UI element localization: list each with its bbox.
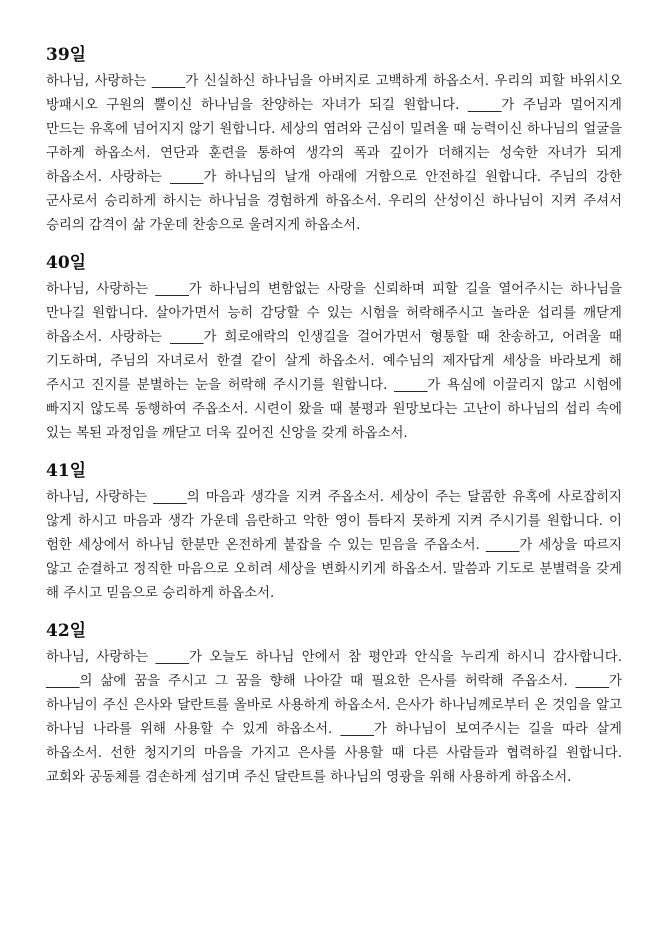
- day-heading: 40일: [46, 253, 87, 273]
- prayer-paragraph: 하나님, 사랑하는 _____가 하나님의 변함없는 사랑을 신뢰하며 피할 길을 열어주시는 하나님을 만나길 원합니다. 살아가면서 능히 감당할 수 있는 시험을 허락해주시고 놀라운 섭리를 깨닫게 하옵소서. 사랑하는 _____가 희로애락의 인생길을 걸어가면서 형통할 때 찬송하고, 어려울 때 기도하며, 주님의 자녀로서 한결 같이 살게 하옵소서. 예수님의 제자답게 세상을 바라보게 해 주시고 진지를 분별하는 눈을 허락해 주시기를 원합니다. _____가 욕심에 이끌리지 않고 시험에 빠지지 않도록 동행하여 주옵소서. 시련이 왔을 때 불평과 원망보다는 고난이 하나님의 섭리 속에 있는 복된 과정임을 깨닫고 더욱 깊어진 신앙을 갖게 하옵소서.: [46, 282, 622, 441]
- day-heading: 39일: [46, 45, 87, 65]
- day-heading: 42일: [46, 621, 87, 641]
- prayer-entry-day-41: [46, 460, 622, 606]
- prayer-entry-day-40: [46, 252, 622, 446]
- prayer-paragraph: 하나님, 사랑하는 _____가 오늘도 하나님 안에서 참 평안과 안식을 누리게 하시니 감사합니다. _____의 삶에 꿈을 주시고 그 꿈을 향해 나아갈 때 필요한 은사를 허락해 주옵소서. _____가 하나님이 주신 은사와 달란트를 올바로 사용하게 하옵소서. 은사가 하나님께로부터 온 것임을 알고 하나님 나라를 위해 사용할 수 있게 하옵소서. _____가 하나님이 보여주시는 길을 따라 살게 하옵소서. 선한 청지기의 마음을 가지고 은사를 사용할 때 다른 사람들과 협력하길 원합니다. 교회와 공동체를 겸손하게 섬기며 주신 달란트를 하나님의 영광을 위해 사용하게 하옵소서.: [46, 650, 622, 785]
- prayer-entry-day-39: [46, 44, 622, 238]
- day-heading: 41일: [46, 461, 87, 481]
- prayer-entry-day-42: [46, 620, 622, 790]
- prayer-paragraph: 하나님, 사랑하는 _____가 신실하신 하나님을 아버지로 고백하게 하옵소서. 우리의 피할 바위시오 방패시오 구원의 뿔이신 하나님을 찬양하는 자녀가 되길 원합니다. _____가 주님과 멀어지게 만드는 유혹에 넘어지지 않기 원합니다. 세상의 염려와 근심이 밀려올 때 능력이신 하나님의 얼굴을 구하게 하옵소서. 연단과 훈련을 통하여 생각의 폭과 깊이가 더해지는 성숙한 자녀가 되게 하옵소서. 사랑하는 _____가 하나님의 날개 아래에 거함으로 안전하길 원합니다. 주님의 강한 군사로서 승리하게 하시는 하나님을 경험하게 하옵소서. 우리의 산성이신 하나님이 지켜 주셔서 승리의 감격이 삶 가운데 찬송으로 울려지게 하옵소서.: [46, 74, 622, 233]
- prayer-paragraph: 하나님, 사랑하는 _____의 마음과 생각을 지켜 주옵소서. 세상이 주는 달콤한 유혹에 사로잡히지 않게 하시고 마음과 생각 가운데 음란하고 악한 영이 틈타지 못하게 지켜 주시기를 원합니다. 이 험한 세상에서 하나님 한분만 온전하게 붙잡을 수 있는 믿음을 주옵소서. _____가 세상을 따르지 않고 순결하고 정직한 마음으로 오히려 세상을 변화시키게 하옵소서. 말씀과 기도로 분별력을 갖게 해 주시고 믿음으로 승리하게 하옵소서.: [46, 490, 622, 601]
